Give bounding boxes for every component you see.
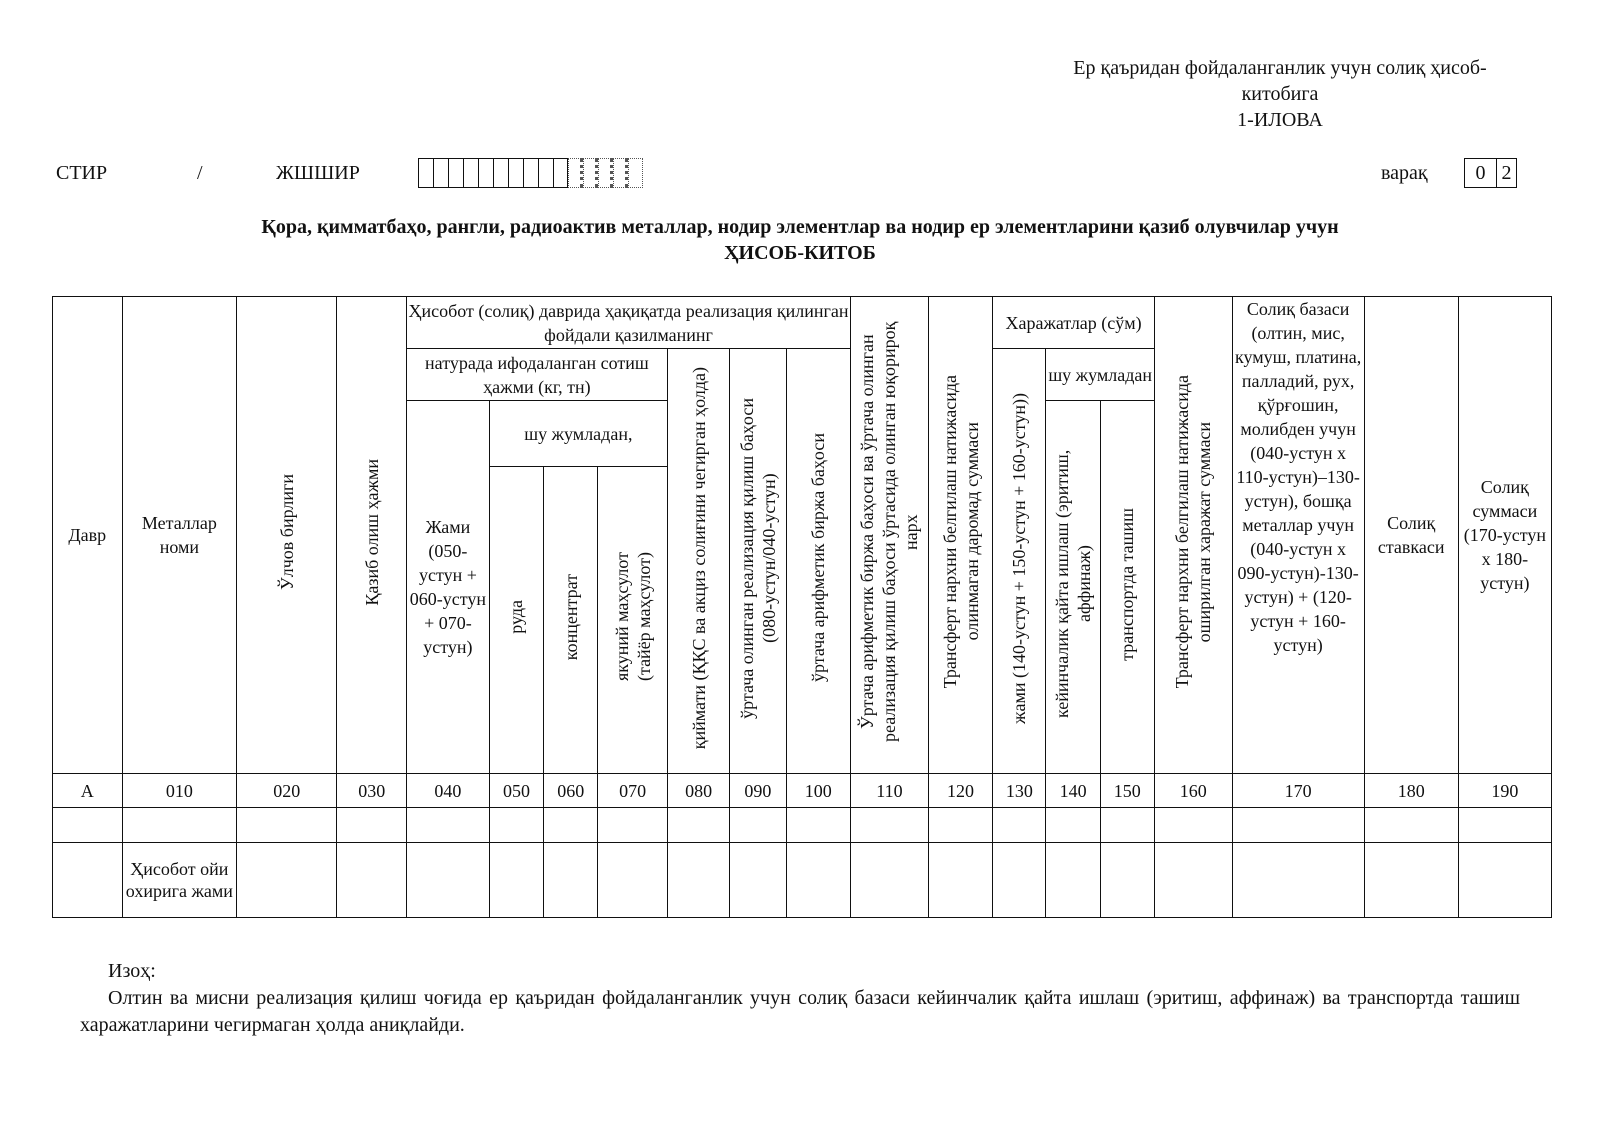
data-cell[interactable] bbox=[1046, 808, 1100, 843]
header-avg-sale-price bbox=[730, 349, 786, 774]
code-cell: 080 bbox=[667, 774, 729, 808]
header-concentrate-text: концентрат bbox=[560, 573, 581, 661]
header-higher-price bbox=[851, 297, 929, 774]
note-title: Изоҳ: bbox=[108, 960, 156, 982]
header-metal-name: Металлар номи bbox=[122, 297, 237, 774]
total-cell[interactable] bbox=[667, 843, 729, 918]
header-avg-exchange-price bbox=[786, 349, 851, 774]
data-cell[interactable] bbox=[1232, 808, 1364, 843]
header-extraction-volume bbox=[337, 297, 407, 774]
transfer-income-line-1: Трансферт нархни белгилаш натижасида bbox=[939, 375, 960, 689]
code-cell: 050 bbox=[489, 774, 543, 808]
data-cell[interactable] bbox=[667, 808, 729, 843]
id-cell[interactable] bbox=[553, 158, 568, 188]
code-cell: 090 bbox=[730, 774, 786, 808]
header-total-sum: Жами (050-устун + 060-устун + 070-устун) bbox=[406, 401, 489, 774]
total-cell[interactable] bbox=[1364, 843, 1458, 918]
total-cell[interactable] bbox=[1100, 843, 1154, 918]
sheet-digit[interactable]: 2 bbox=[1497, 158, 1517, 188]
header-ore-text: руда bbox=[506, 600, 527, 634]
transfer-expense-line-1: Трансферт нархни белгилаш натижасида bbox=[1172, 375, 1193, 689]
appendix-line-3: 1-ИЛОВА bbox=[1237, 109, 1323, 131]
total-row-label: Ҳисобот ойи охирига жами bbox=[122, 843, 237, 918]
header-realized-group: Ҳисобот (солиқ) даврида ҳақиқатда реализация қилинган фойдали қазилманинг bbox=[406, 297, 850, 349]
form-title: Қора, қимматбаҳо, рангли, радиоактив металлар, нодир элементлар ва нодир ер элементларини қазиб олувчилар учун bbox=[261, 216, 1339, 238]
total-cell[interactable] bbox=[851, 843, 929, 918]
data-cell[interactable] bbox=[1154, 808, 1232, 843]
sheet-digit[interactable]: 0 bbox=[1464, 158, 1497, 188]
total-cell[interactable] bbox=[786, 843, 851, 918]
id-cell[interactable] bbox=[448, 158, 463, 188]
data-cell[interactable] bbox=[237, 808, 337, 843]
total-cell[interactable] bbox=[53, 843, 123, 918]
appendix-line-2: китобига bbox=[1241, 83, 1319, 105]
data-cell[interactable] bbox=[1364, 808, 1458, 843]
sheet-number[interactable] bbox=[1464, 158, 1517, 188]
id-cell-optional[interactable] bbox=[568, 158, 583, 188]
code-cell: 140 bbox=[1046, 774, 1100, 808]
id-cell[interactable] bbox=[538, 158, 553, 188]
data-cell[interactable] bbox=[851, 808, 929, 843]
jshshir-label: ЖШШИР bbox=[276, 162, 360, 184]
data-cell[interactable] bbox=[928, 808, 992, 843]
id-cell[interactable] bbox=[508, 158, 523, 188]
data-cell[interactable] bbox=[786, 808, 851, 843]
code-cell: 190 bbox=[1458, 774, 1551, 808]
id-cell[interactable] bbox=[463, 158, 478, 188]
code-cell: 020 bbox=[237, 774, 337, 808]
total-cell[interactable] bbox=[993, 843, 1046, 918]
header-period: Давр bbox=[53, 297, 123, 774]
data-row bbox=[53, 808, 1552, 843]
code-cell: 040 bbox=[406, 774, 489, 808]
header-transport-text: транспортда ташиш bbox=[1117, 507, 1138, 661]
code-cell: 160 bbox=[1154, 774, 1232, 808]
total-cell[interactable] bbox=[730, 843, 786, 918]
header-transfer-income bbox=[928, 297, 992, 774]
data-cell[interactable] bbox=[1458, 808, 1551, 843]
id-cell[interactable] bbox=[433, 158, 448, 188]
total-cell[interactable] bbox=[544, 843, 598, 918]
code-cell: 170 bbox=[1232, 774, 1364, 808]
code-cell: 150 bbox=[1100, 774, 1154, 808]
header-concentrate bbox=[544, 467, 598, 774]
data-cell[interactable] bbox=[489, 808, 543, 843]
id-cell[interactable] bbox=[493, 158, 508, 188]
data-cell[interactable] bbox=[993, 808, 1046, 843]
header-tax-amount: Солиқ суммаси (170-устун х 180-устун) bbox=[1458, 297, 1551, 774]
header-reprocessing-text: кейинчалик қайта ишлаш (эритиш, аффинаж) bbox=[1052, 449, 1095, 719]
id-number-cells[interactable] bbox=[418, 158, 643, 188]
appendix-note bbox=[1000, 55, 1560, 133]
total-cell[interactable] bbox=[1458, 843, 1551, 918]
header-higher-price-text: Ўртача арифметик биржа баҳоси ва ўртача олинган реализация қилиш баҳоси ўртасида олинган юқорироқ нарх bbox=[857, 321, 922, 743]
total-cell[interactable] bbox=[1154, 843, 1232, 918]
header-natural-group: натурада ифодаланган сотиш ҳажми (кг, тн) bbox=[406, 349, 667, 401]
sheet-label: варақ bbox=[1381, 162, 1428, 184]
form-heading: ҲИСОБ-КИТОБ bbox=[724, 242, 876, 264]
note-text: Олтин ва мисни реализация қилиш чоғида ер қаъридан фойдаланганлик учун солиқ базаси кейинчалик қайта ишлаш (эритиш, аффинаж) ва транспортда ташиш харажатларини чегирмаган ҳолда аниқлайди. bbox=[80, 987, 1520, 1036]
final-product-line-1: якуний маҳсулот bbox=[611, 552, 632, 682]
header-including: шу жумладан, bbox=[489, 401, 667, 467]
total-cell[interactable] bbox=[598, 843, 668, 918]
code-cell: 060 bbox=[544, 774, 598, 808]
total-row bbox=[53, 843, 1552, 918]
header-tax-base: Солиқ базаси (олтин, мис, кумуш, платина, палладий, рух, қўрғошин, молибден учун (040-устун х 110-устун)–130-устун), бошқа металлар учун (040-устун х 090-устун)-130-устун) + (120-устун + 160-устун) bbox=[1232, 297, 1364, 774]
header-transfer-expense-text bbox=[1171, 375, 1215, 688]
code-cell: А bbox=[53, 774, 123, 808]
id-cell-optional[interactable] bbox=[583, 158, 598, 188]
header-expenses-including: шу жумладан bbox=[1046, 349, 1154, 401]
header-avg-sale-price-text bbox=[736, 398, 780, 719]
id-cell-optional[interactable] bbox=[628, 158, 643, 188]
header-value-excl-tax-text: қиймати (ҚҚС ва акциз солиғини чегирган ҳолда) bbox=[688, 366, 709, 750]
id-cell[interactable] bbox=[523, 158, 538, 188]
total-cell[interactable] bbox=[1232, 843, 1364, 918]
data-cell[interactable] bbox=[730, 808, 786, 843]
header-transfer-income-text bbox=[939, 375, 983, 688]
final-product-line-2: (тайёр маҳсулот) bbox=[633, 552, 654, 682]
id-cell-optional[interactable] bbox=[598, 158, 613, 188]
total-cell[interactable] bbox=[237, 843, 337, 918]
code-cell: 100 bbox=[786, 774, 851, 808]
header-expenses-total-text: жами (140-устун + 150-устун + 160-устун)) bbox=[1009, 392, 1030, 724]
code-cell: 010 bbox=[122, 774, 237, 808]
code-cell: 180 bbox=[1364, 774, 1458, 808]
avg-sale-price-line-2: (080-устун/040-устун) bbox=[758, 473, 779, 643]
code-cell: 130 bbox=[993, 774, 1046, 808]
transfer-expense-line-2: оширилган харажат суммаси bbox=[1194, 421, 1215, 643]
header-final-product bbox=[598, 467, 668, 774]
id-separator: / bbox=[197, 162, 203, 184]
stir-label: СТИР bbox=[56, 162, 108, 184]
total-cell[interactable] bbox=[1046, 843, 1100, 918]
id-cell[interactable] bbox=[478, 158, 493, 188]
header-transfer-expense bbox=[1154, 297, 1232, 774]
total-cell[interactable] bbox=[928, 843, 992, 918]
data-cell[interactable] bbox=[1100, 808, 1154, 843]
note-block bbox=[80, 958, 1520, 1039]
header-avg-exchange-price-text: ўртача арифметик биржа баҳоси bbox=[808, 433, 829, 683]
header-unit bbox=[237, 297, 337, 774]
code-cell: 120 bbox=[928, 774, 992, 808]
appendix-line-1: Ер қаъридан фойдаланганлик учун солиқ ҳисоб- bbox=[1073, 57, 1487, 79]
id-cell-optional[interactable] bbox=[613, 158, 628, 188]
data-cell[interactable] bbox=[53, 808, 123, 843]
column-codes-row bbox=[53, 774, 1552, 808]
header-value-excl-tax bbox=[667, 349, 729, 774]
header-extraction-volume-text: Қазиб олиш ҳажми bbox=[361, 458, 382, 606]
header-tax-rate: Солиқ ставкаси bbox=[1364, 297, 1458, 774]
header-unit-text: Ўлчов бирлиги bbox=[276, 474, 297, 590]
code-cell: 110 bbox=[851, 774, 929, 808]
code-cell: 070 bbox=[598, 774, 668, 808]
total-cell[interactable] bbox=[489, 843, 543, 918]
transfer-income-line-2: олинмаган даромад суммаси bbox=[961, 422, 982, 642]
data-cell[interactable] bbox=[122, 808, 237, 843]
id-cell[interactable] bbox=[418, 158, 433, 188]
data-cell[interactable] bbox=[406, 808, 489, 843]
code-cell: 030 bbox=[337, 774, 407, 808]
data-cell[interactable] bbox=[598, 808, 668, 843]
total-cell[interactable] bbox=[406, 843, 489, 918]
calculation-table bbox=[52, 296, 1552, 918]
avg-sale-price-line-1: ўртача олинган реализация қилиш баҳоси bbox=[736, 397, 757, 719]
header-final-product-text bbox=[611, 552, 655, 681]
header-ore bbox=[489, 467, 543, 774]
total-cell[interactable] bbox=[337, 843, 407, 918]
data-cell[interactable] bbox=[544, 808, 598, 843]
header-reprocessing bbox=[1046, 401, 1100, 774]
header-expenses-total bbox=[993, 349, 1046, 774]
header-transport bbox=[1100, 401, 1154, 774]
data-cell[interactable] bbox=[337, 808, 407, 843]
header-expenses-group: Харажатлар (сўм) bbox=[993, 297, 1155, 349]
